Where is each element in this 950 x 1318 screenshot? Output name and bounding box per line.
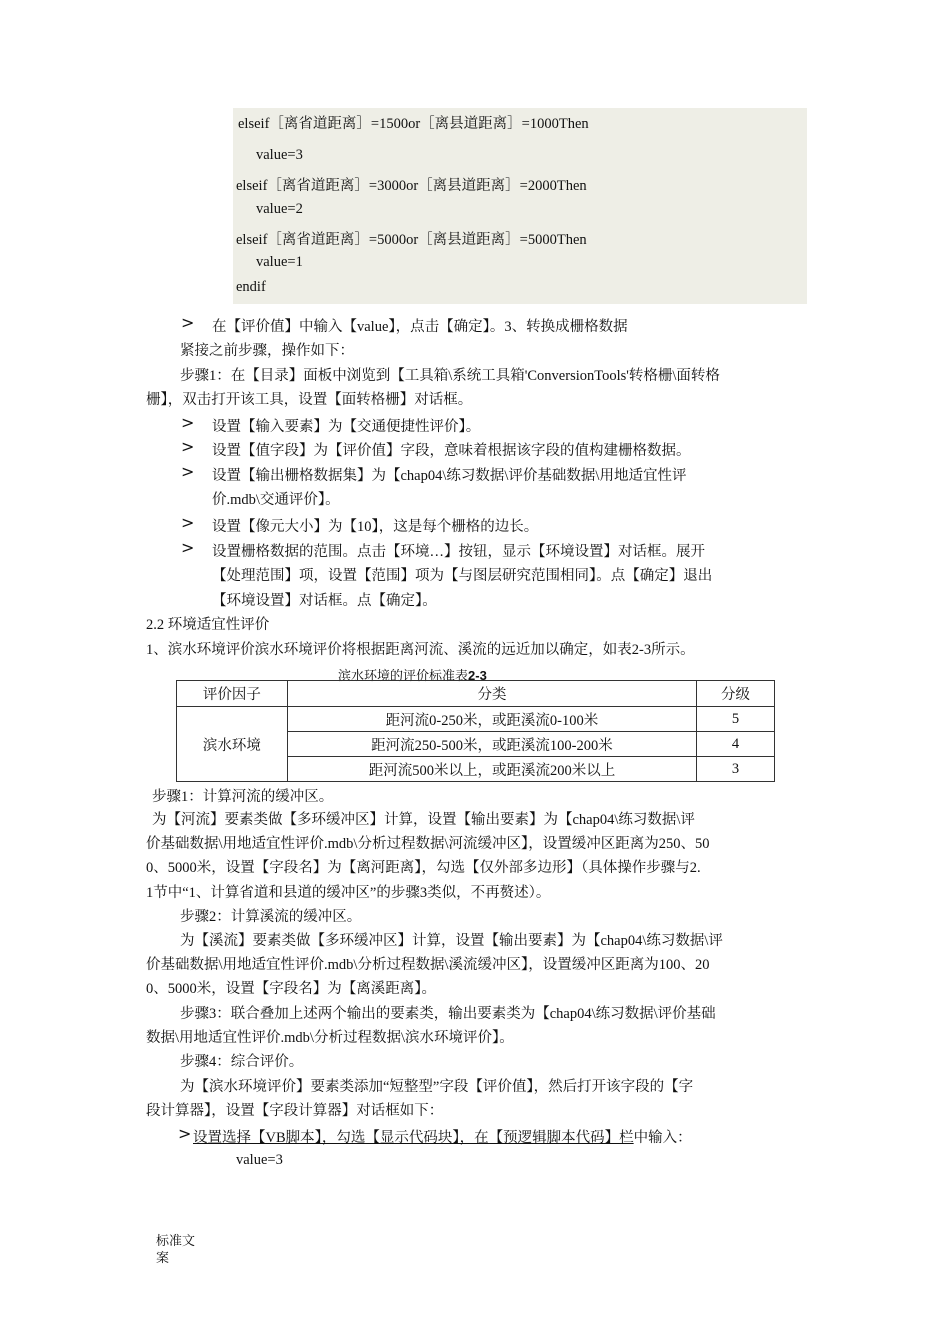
code-line-last: value=3 bbox=[236, 1152, 283, 1168]
bullet-item: 设置【值字段】为【评价值】字段，意味着根据该字段的值构建栅格数据。 bbox=[212, 443, 691, 459]
table-caption-number: 2-3 bbox=[468, 668, 487, 683]
code-line: value=2 bbox=[256, 201, 303, 217]
table-header-cell: 分级 bbox=[697, 681, 775, 707]
last-bullet-underlined: 设置选择【VB脚本】，勾选【显示代码块】，在【预逻辑脚本代码】栏 bbox=[193, 1130, 634, 1146]
step4-body-line: 为【滨水环境评价】要素类添加“短整型”字段【评价值】，然后打开该字段的【字 bbox=[180, 1079, 694, 1095]
code-line: value=1 bbox=[256, 254, 303, 270]
table-cell: 距河流500米以上，或距溪流200米以上 bbox=[287, 757, 696, 782]
bullet-arrow-icon: > bbox=[181, 413, 195, 432]
table-caption-text: 滨水环境的评价标准表 bbox=[338, 668, 469, 683]
code-line: elseif［离省道距离］=1500or［离县道距离］=1000Then bbox=[238, 116, 589, 132]
bullet-arrow-icon: > bbox=[181, 437, 195, 456]
step2-body-line: 为【溪流】要素类做【多环缓冲区】计算，设置【输出要素】为【chap04\练习数据\评 bbox=[180, 933, 723, 949]
step1-body-line: 价基础数据\用地适宜性评价.mdb\分析过程数据\河流缓冲区】，设置缓冲区距离为250、50 bbox=[146, 836, 710, 852]
step1-body-line: 0、5000米，设置【字段名】为【离河距离】，勾选【仅外部多边形】（具体操作步骤与2. bbox=[146, 860, 701, 876]
table-header-cell: 评价因子 bbox=[177, 681, 288, 707]
bullet-item: 设置【输入要素】为【交通便捷性评价】。 bbox=[212, 419, 481, 435]
bullet-arrow-icon: > bbox=[178, 1124, 192, 1143]
table-row bbox=[177, 707, 775, 732]
paragraph-next-steps: 紧接之前步骤，操作如下： bbox=[180, 343, 354, 359]
bullet-arrow-icon: > bbox=[181, 313, 195, 332]
table-cell: 5 bbox=[697, 707, 775, 732]
table-factor-cell: 滨水环境 bbox=[177, 707, 288, 782]
table-cell: 距河流0-250米，或距溪流0-100米 bbox=[287, 707, 696, 732]
code-block-notch bbox=[233, 108, 234, 109]
bullet-item-continuation: 价.mdb\交通评价】。 bbox=[212, 492, 340, 508]
bullet-arrow-icon: > bbox=[181, 538, 195, 557]
step2-body-line: 0、5000米，设置【字段名】为【离溪距离】。 bbox=[146, 981, 436, 997]
step1-body-line: 为【河流】要素类做【多环缓冲区】计算，设置【输出要素】为【chap04\练习数据\评 bbox=[152, 812, 695, 828]
step4-title: 步骤4：综合评价。 bbox=[180, 1054, 304, 1070]
step1-title: 步骤1：计算河流的缓冲区。 bbox=[152, 789, 334, 805]
code-line: elseif［离省道距离］=3000or［离县道距离］=2000Then bbox=[236, 178, 587, 194]
bullet-item-continuation: 【处理范围】项，设置【范围】项为【与图层研究范围相同】。点【确定】退出 bbox=[212, 568, 713, 584]
last-bullet-text bbox=[193, 1126, 692, 1147]
step1-body-line: 1节中“1、计算省道和县道的缓冲区”的步骤3类似，不再赘述）。 bbox=[146, 885, 551, 901]
code-line: endif bbox=[236, 279, 266, 295]
step2-body-line: 价基础数据\用地适宜性评价.mdb\分析过程数据\溪流缓冲区】，设置缓冲区距离为100、20 bbox=[146, 957, 710, 973]
paragraph-intro: 1、滨水环境评价滨水环境评价将根据距离河流、溪流的远近加以确定，如表2-3所示。 bbox=[146, 642, 695, 658]
bullet-item-continuation: 【环境设置】对话框。点【确定】。 bbox=[212, 593, 437, 609]
section-title: 2.2 环境适宜性评价 bbox=[146, 617, 270, 633]
code-block-background bbox=[233, 108, 807, 304]
bullet-item: 设置【像元大小】为【10】，这是每个栅格的边长。 bbox=[212, 519, 539, 535]
bullet-item: 设置栅格数据的范围。点击【环境…】按钮，显示【环境设置】对话框。展开 bbox=[212, 544, 705, 560]
step2-title: 步骤2：计算溪流的缓冲区。 bbox=[180, 909, 362, 925]
paragraph-confirm: 在【评价值】中输入【value】，点击【确定】。3、转换成栅格数据 bbox=[212, 319, 628, 335]
table-cell: 3 bbox=[697, 757, 775, 782]
bullet-arrow-icon: > bbox=[181, 462, 195, 481]
evaluation-table bbox=[176, 680, 775, 782]
table-header-cell: 分类 bbox=[287, 681, 696, 707]
code-line: elseif［离省道距离］=5000or［离县道距离］=5000Then bbox=[236, 232, 587, 248]
last-bullet-rest: 中输入： bbox=[633, 1130, 692, 1146]
step3-body-line: 数据\用地适宜性评价.mdb\分析过程数据\滨水环境评价】。 bbox=[146, 1030, 514, 1046]
table-cell: 距河流250-500米，或距溪流100-200米 bbox=[287, 732, 696, 757]
step4-body-line: 段计算器】，设置【字段计算器】对话框如下： bbox=[146, 1103, 444, 1119]
step3-body-line: 步骤3：联合叠加上述两个输出的要素类，输出要素类为【chap04\练习数据\评价基础 bbox=[180, 1006, 716, 1022]
table-cell: 4 bbox=[697, 732, 775, 757]
code-line: value=3 bbox=[256, 147, 303, 163]
step1-line: 步骤1：在【目录】面板中浏览到【工具箱\系统工具箱'ConversionTools'转格栅\面转格 bbox=[180, 368, 720, 384]
table-header-row bbox=[177, 681, 775, 707]
bullet-arrow-icon: > bbox=[181, 513, 195, 532]
step1-line: 栅】，双击打开该工具，设置【面转格栅】对话框。 bbox=[146, 392, 473, 408]
bullet-item: 设置【输出栅格数据集】为【chap04\练习数据\评价基础数据\用地适宜性评 bbox=[212, 468, 687, 484]
footer-label: 标准文案 bbox=[156, 1233, 196, 1265]
